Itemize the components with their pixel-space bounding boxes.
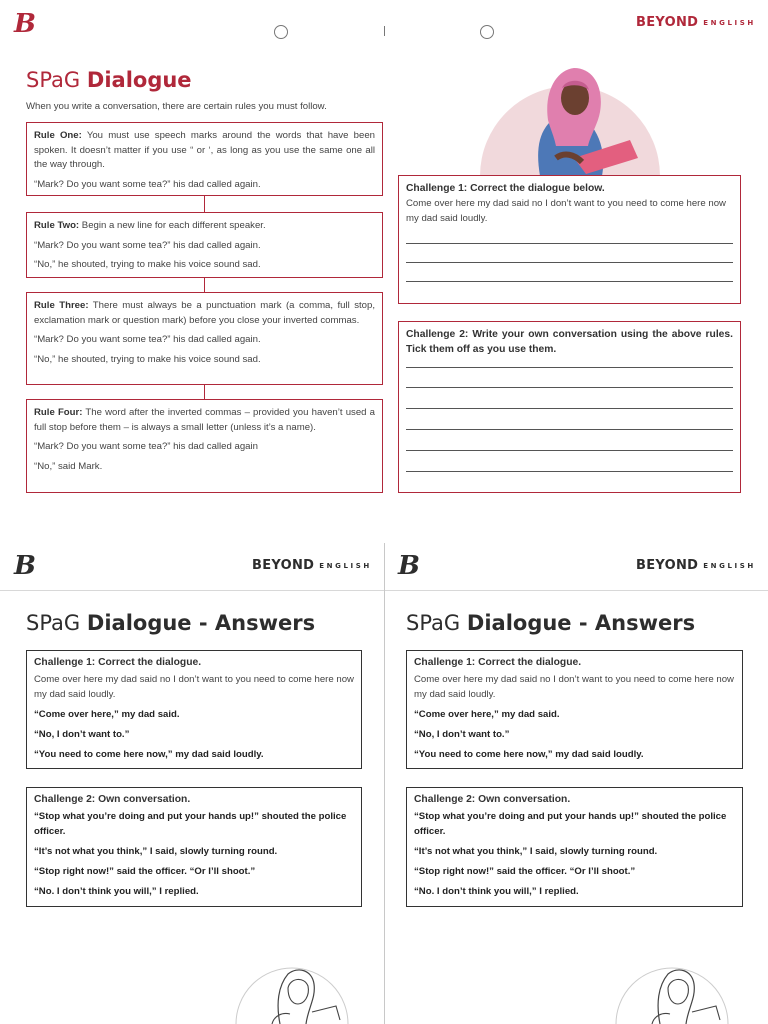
answers-title xyxy=(26,613,315,634)
page-divider xyxy=(384,543,385,1024)
rule-four-box xyxy=(26,399,383,493)
punch-hole-right xyxy=(480,25,494,39)
rule-two-label: Rule Two: xyxy=(34,220,80,231)
connector-line xyxy=(204,278,205,292)
answer-c1-line: “You need to come here now,” my dad said loudly. xyxy=(34,749,264,760)
answer-challenge-2-box xyxy=(26,787,362,907)
girl-outline-illustration xyxy=(232,964,352,1024)
rule-four-example-2: “No,” said Mark. xyxy=(34,460,103,472)
brand-sub: ENGLISH xyxy=(703,562,756,570)
answer-c2-line: “Stop what you’re doing and put your hands up!” shouted the police officer. xyxy=(34,811,347,837)
challenge-1-title: Challenge 1: Correct the dialogue below. xyxy=(406,183,605,194)
answer-challenge-2-box xyxy=(406,787,743,907)
answer-c1-line: “Come over here,” my dad said. xyxy=(414,709,560,720)
answer-c2-line: “No. I don’t think you will,” I replied. xyxy=(414,886,579,897)
girl-outline-illustration xyxy=(612,964,732,1024)
answer-c2-line: “It’s not what you think,” I said, slowly turning round. xyxy=(34,846,278,857)
answer-c1-line: “No, I don’t want to.” xyxy=(414,729,510,740)
challenge-1-box xyxy=(398,175,741,304)
brand-sub: ENGLISH xyxy=(319,562,372,570)
rule-three-example-2: “No,” he shouted, trying to make his voice sound sad. xyxy=(34,353,261,365)
writing-line[interactable] xyxy=(406,262,733,263)
beyond-logo: B xyxy=(14,9,36,39)
writing-line[interactable] xyxy=(406,429,733,430)
beyond-logo: B xyxy=(14,551,36,581)
challenge-2-box xyxy=(398,321,741,493)
rule-one-example: “Mark? Do you want some tea?” his dad called again. xyxy=(34,178,261,190)
answer-challenge-1-box xyxy=(406,650,743,769)
brand-name: BEYOND xyxy=(252,558,315,573)
writing-line[interactable] xyxy=(406,408,733,409)
writing-line[interactable] xyxy=(406,450,733,451)
rule-two-text: Begin a new line for each different speaker. xyxy=(79,220,266,231)
rule-four-example-1: “Mark? Do you want some tea?” his dad called again xyxy=(34,441,258,452)
brand-wordmark xyxy=(636,15,756,30)
rule-two-box xyxy=(26,212,383,278)
writing-line[interactable] xyxy=(406,367,733,368)
title-bold: Dialogue - Answers xyxy=(466,611,696,635)
brand-wordmark xyxy=(636,558,756,573)
writing-line[interactable] xyxy=(406,387,733,388)
rule-three-text: There must always be a punctuation mark (a comma, full stop, exclamation mark or question mark) before you close your inverted commas. xyxy=(34,300,375,326)
rule-two-example-2: “No,” he shouted, trying to make his voice sound sad. xyxy=(34,259,261,270)
answer-c2-line: “It’s not what you think,” I said, slowly turning round. xyxy=(414,846,658,857)
title-bold: Dialogue - Answers xyxy=(86,611,316,635)
intro-text: When you write a conversation, there are certain rules you must follow. xyxy=(26,101,327,112)
answer-c2-line: “Stop right now!” said the officer. “Or I’ll shoot.” xyxy=(414,866,636,877)
fold-mark xyxy=(384,26,385,36)
punch-hole-left xyxy=(274,25,288,39)
answer-c2-line: “Stop what you’re doing and put your hands up!” shouted the police officer. xyxy=(414,811,727,837)
answer-c1-text: Come over here my dad said no I don’t want to you need to come here now my dad said loudly. xyxy=(414,674,734,700)
rule-three-box xyxy=(26,292,383,385)
answer-c2-line: “Stop right now!” said the officer. “Or I’ll shoot.” xyxy=(34,866,256,877)
writing-line[interactable] xyxy=(406,281,733,282)
challenge-2-title: Challenge 2: Write your own conversation using the above rules. Tick them off as you use them. xyxy=(406,329,733,355)
brand-name: BEYOND xyxy=(636,15,699,30)
answer-c1-line: “Come over here,” my dad said. xyxy=(34,709,180,720)
rule-one-text: You must use speech marks around the words that have been spoken. It doesn’t matter if you use “ or ‘, as long as you use the same one all the way through. xyxy=(34,130,376,170)
answer-c1-line: “You need to come here now,” my dad said loudly. xyxy=(414,749,644,760)
answer-c1-line: “No, I don’t want to.” xyxy=(34,729,130,740)
answer-c1-title: Challenge 1: Correct the dialogue. xyxy=(34,657,202,668)
answer-c2-title: Challenge 2: Own conversation. xyxy=(414,794,571,805)
rule-three-example-1: “Mark? Do you want some tea?” his dad called again. xyxy=(34,334,261,345)
challenge-1-text: Come over here my dad said no I don’t want to you need to come here now my dad said loudly. xyxy=(406,198,726,224)
answers-title xyxy=(406,613,695,634)
rule-one-box xyxy=(26,122,383,196)
connector-line xyxy=(204,196,205,212)
writing-line[interactable] xyxy=(406,471,733,472)
girl-reading-illustration xyxy=(478,62,662,176)
brand-sub: ENGLISH xyxy=(703,19,756,27)
rule-three-label: Rule Three: xyxy=(34,300,89,311)
header-rule-right xyxy=(385,590,768,591)
answer-c2-title: Challenge 2: Own conversation. xyxy=(34,794,191,805)
answer-challenge-1-box xyxy=(26,650,362,769)
title-light: SPaG xyxy=(26,68,81,92)
beyond-logo: B xyxy=(398,551,420,581)
rule-four-text: The word after the inverted commas – provided you haven’t used a full stop before them – is always a small letter (unless it’s a name). xyxy=(34,407,375,433)
rule-one-label: Rule One: xyxy=(34,130,82,141)
header-rule-left xyxy=(0,590,384,591)
answer-c1-title: Challenge 1: Correct the dialogue. xyxy=(414,657,582,668)
connector-line xyxy=(204,385,205,399)
page-title xyxy=(26,70,192,91)
answer-c1-text: Come over here my dad said no I don’t want to you need to come here now my dad said loudly. xyxy=(34,674,354,700)
title-light: SPaG xyxy=(26,611,81,635)
title-bold: Dialogue xyxy=(86,68,192,92)
rule-two-example-1: “Mark? Do you want some tea?” his dad called again. xyxy=(34,239,261,251)
brand-name: BEYOND xyxy=(636,558,699,573)
answer-c2-line: “No. I don’t think you will,” I replied. xyxy=(34,886,199,897)
rule-four-label: Rule Four: xyxy=(34,407,83,418)
title-light: SPaG xyxy=(406,611,461,635)
writing-line[interactable] xyxy=(406,243,733,244)
brand-wordmark xyxy=(252,558,372,573)
